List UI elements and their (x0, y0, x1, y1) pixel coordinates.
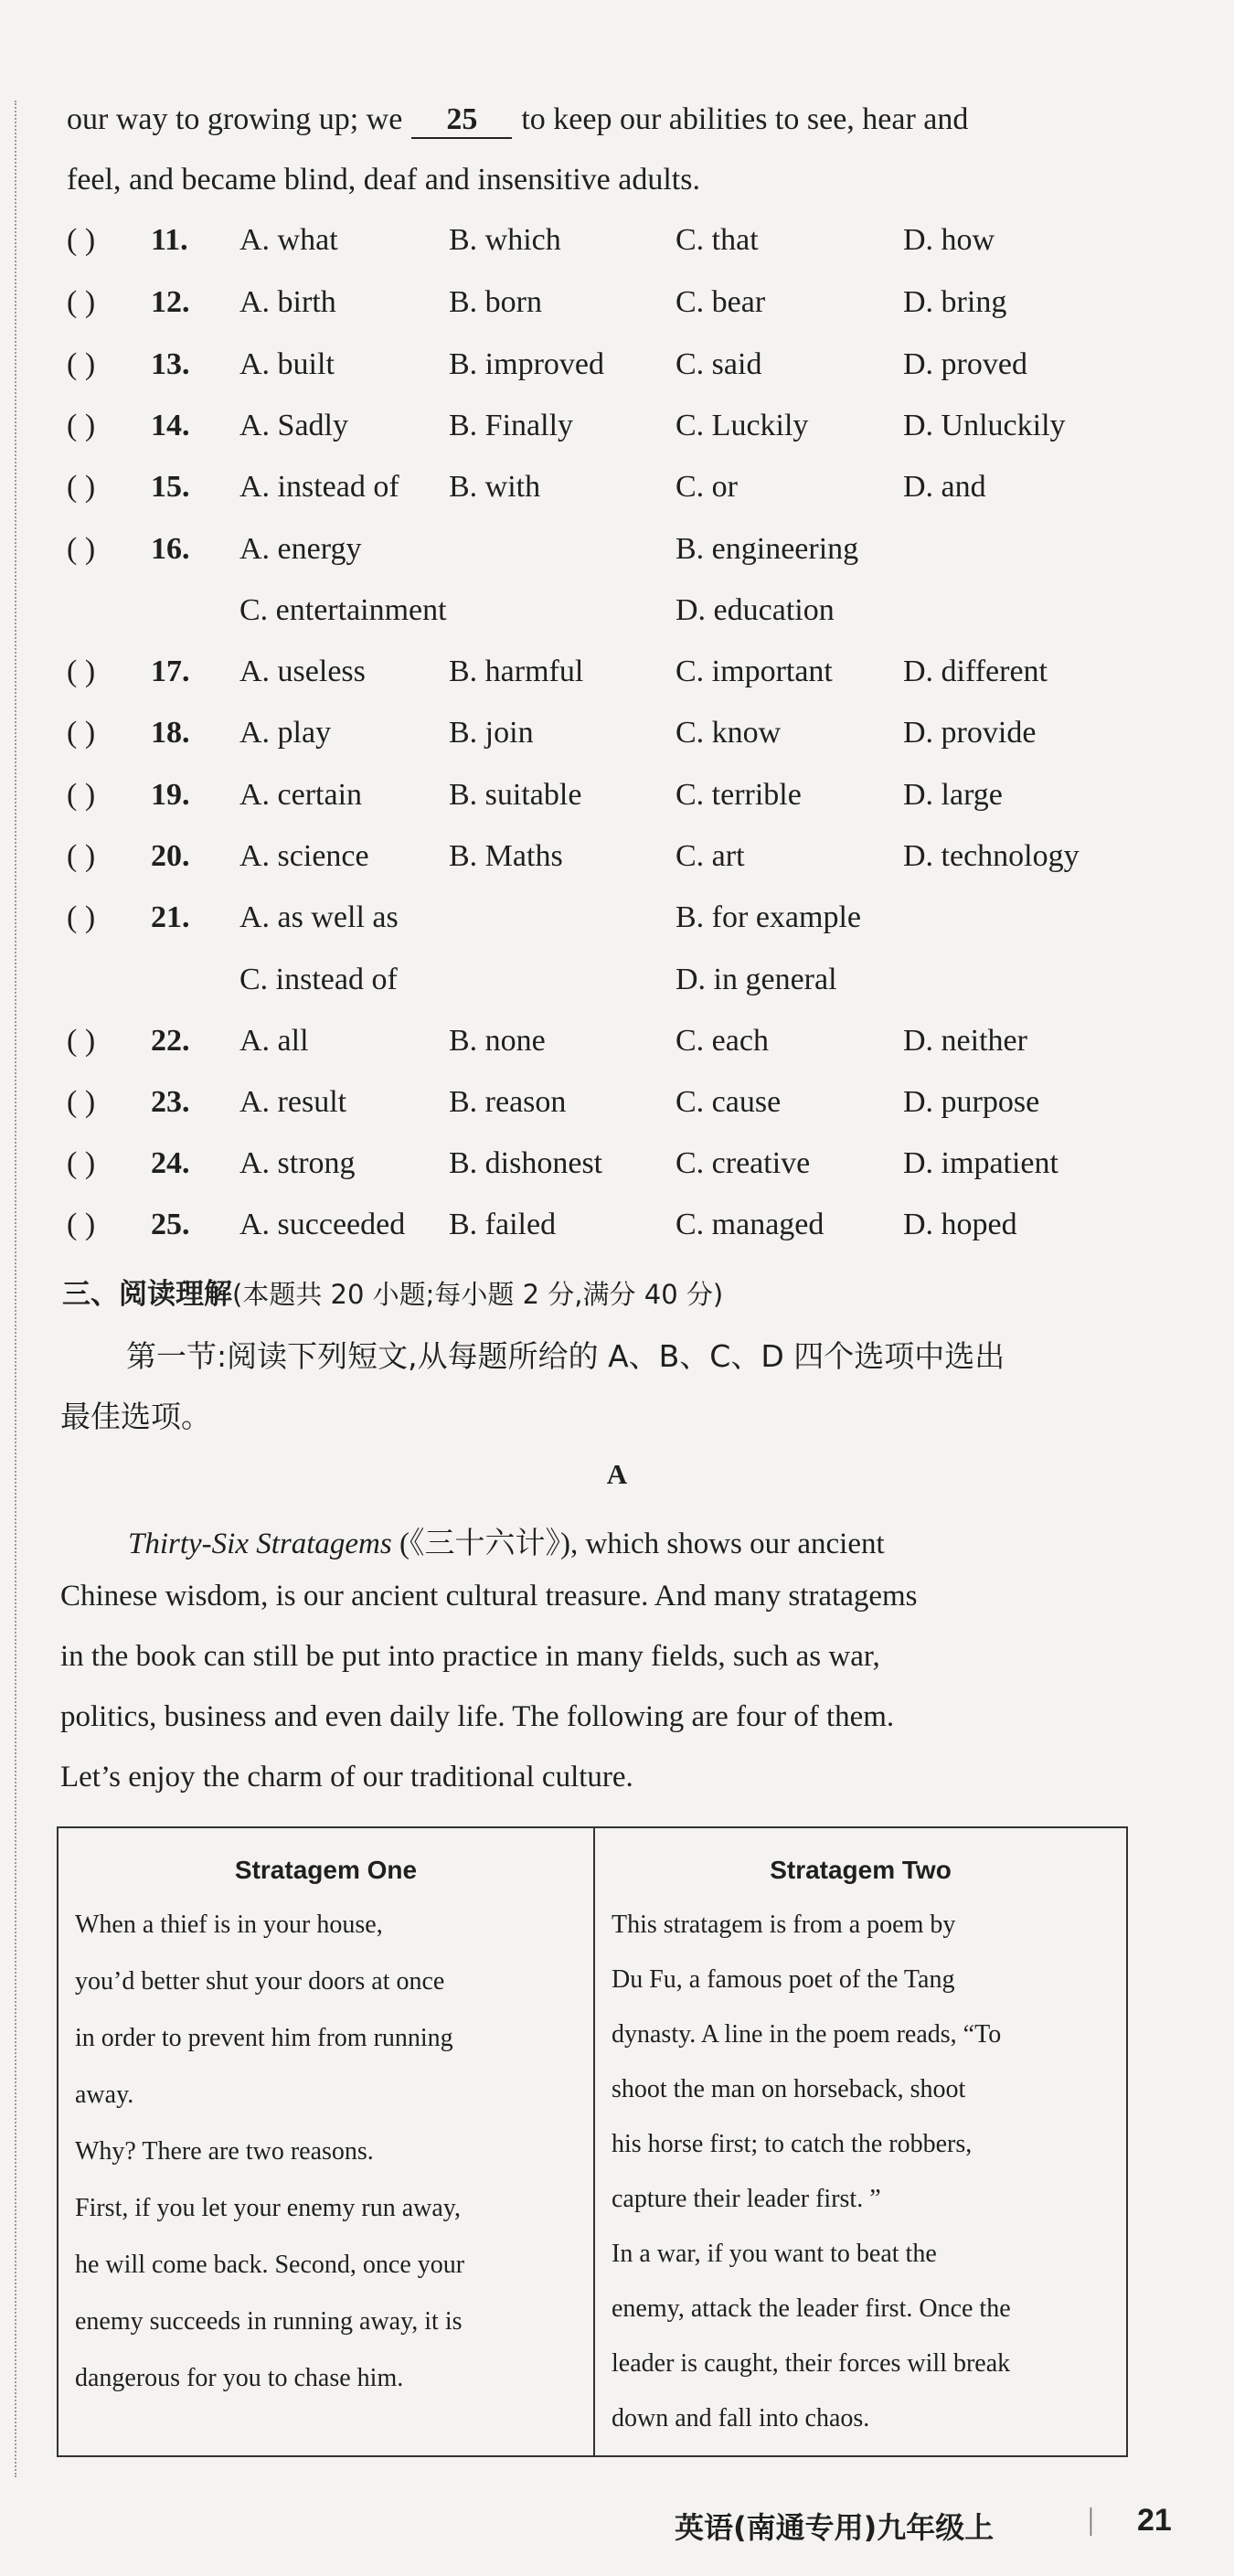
question-number: 23. (151, 1085, 190, 1119)
stratagem-two-cell (595, 1828, 1126, 2455)
option-b[interactable]: B. none (449, 1024, 546, 1058)
option-a[interactable]: A. built (239, 347, 335, 381)
table-line: Why? There are two reasons. (75, 2137, 374, 2166)
question-row-21-continued (0, 963, 1234, 1017)
option-a[interactable]: A. all (239, 1024, 309, 1058)
table-line: Du Fu, a famous poet of the Tang (612, 1965, 955, 1994)
table-line: This stratagem is from a poem by (612, 1911, 956, 1939)
option-b[interactable]: B. Finally (449, 409, 574, 442)
question-row-23 (0, 1085, 1234, 1140)
answer-blank-25[interactable]: 25 (411, 102, 512, 139)
table-line: dynasty. A line in the poem reads, “To (612, 2020, 1002, 2049)
table-line: away. (75, 2081, 134, 2109)
question-row-11 (0, 223, 1234, 278)
question-number: 18. (151, 716, 190, 750)
option-b[interactable]: B. harmful (449, 655, 584, 688)
option-c[interactable]: C. important (676, 655, 833, 688)
option-b[interactable]: B. reason (449, 1085, 567, 1119)
intro-text-after-blank: to keep our abilities to see, hear and (521, 102, 969, 136)
stratagem-one-cell (59, 1828, 595, 2455)
answer-paren[interactable]: ( ) (67, 409, 96, 442)
answer-paren[interactable]: ( ) (67, 223, 96, 257)
question-row-14 (0, 409, 1234, 463)
option-d[interactable]: D. provide (903, 716, 1037, 750)
passage-line-2: Chinese wisdom, is our ancient cultural treasure. And many stratagems (60, 1580, 918, 1613)
option-c[interactable]: C. bear (676, 285, 766, 319)
question-row-15 (0, 470, 1234, 525)
passage-line-4: politics, business and even daily life. The following are four of them. (60, 1700, 895, 1733)
question-row-21 (0, 900, 1234, 955)
option-b[interactable]: B. engineering (676, 532, 859, 566)
question-number: 22. (151, 1024, 190, 1058)
answer-paren[interactable]: ( ) (67, 1208, 96, 1241)
option-d[interactable]: D. technology (903, 839, 1080, 873)
question-row-13 (0, 347, 1234, 402)
option-a[interactable]: A. energy (239, 532, 362, 566)
table-line: enemy succeeds in running away, it is (75, 2307, 463, 2336)
book-title: Thirty-Six Stratagems (128, 1528, 392, 1560)
option-c[interactable]: C. entertainment (239, 593, 447, 627)
table-line: down and fall into chaos. (612, 2404, 870, 2432)
option-a[interactable]: A. play (239, 716, 332, 750)
question-number: 25. (151, 1208, 190, 1241)
passage-letter: A (606, 1458, 628, 1490)
question-row-20 (0, 839, 1234, 894)
option-d[interactable]: D. different (903, 655, 1048, 688)
option-b[interactable]: B. join (449, 716, 534, 750)
passage-line-1-rest: (《三十六计》), which shows our ancient (399, 1528, 885, 1560)
option-d[interactable]: D. large (903, 778, 1003, 812)
option-c[interactable]: C. or (676, 470, 738, 504)
question-number: 15. (151, 470, 190, 504)
question-number: 19. (151, 778, 190, 812)
passage-line-1 (128, 1519, 1207, 1562)
question-number: 11. (151, 223, 188, 257)
table-line: dangerous for you to chase him. (75, 2364, 404, 2392)
intro-line-2: feel, and became blind, deaf and insensitive adults. (67, 163, 700, 197)
option-c[interactable]: C. that (676, 223, 759, 257)
option-a[interactable]: A. Sadly (239, 409, 348, 442)
option-a[interactable]: A. as well as (239, 900, 399, 934)
option-a[interactable]: A. science (239, 839, 369, 873)
question-row-22 (0, 1024, 1234, 1079)
option-c[interactable]: C. art (676, 839, 745, 873)
question-number: 17. (151, 655, 190, 688)
table-line: First, if you let your enemy run away, (75, 2194, 461, 2222)
question-row-16-continued (0, 593, 1234, 648)
option-a[interactable]: A. useless (239, 655, 366, 688)
section-instruction-line-1: 第一节:阅读下列短文,从每题所给的 A、B、C、D 四个选项中选出 (126, 1338, 1005, 1374)
option-c[interactable]: C. said (676, 347, 762, 381)
option-c[interactable]: C. managed (676, 1208, 824, 1241)
option-d[interactable]: D. impatient (903, 1146, 1058, 1180)
option-c[interactable]: C. cause (676, 1085, 782, 1119)
option-d[interactable]: D. education (676, 593, 835, 627)
option-a[interactable]: A. birth (239, 285, 336, 319)
question-row-25 (0, 1208, 1234, 1262)
option-b[interactable]: B. born (449, 285, 542, 319)
option-c[interactable]: C. terrible (676, 778, 802, 812)
option-b[interactable]: B. which (449, 223, 561, 257)
answer-paren[interactable]: ( ) (67, 716, 96, 750)
option-c[interactable]: C. instead of (239, 963, 398, 996)
option-a[interactable]: A. instead of (239, 470, 399, 504)
stratagem-two-heading: Stratagem Two (770, 1856, 952, 1884)
answer-paren[interactable]: ( ) (67, 1024, 96, 1058)
table-line: capture their leader first. ” (612, 2185, 881, 2213)
option-d[interactable]: D. Unluckily (903, 409, 1066, 442)
question-row-18 (0, 716, 1234, 771)
intro-text-before-blank: our way to growing up; we (67, 102, 403, 136)
option-c[interactable]: C. know (676, 716, 782, 750)
option-b[interactable]: B. Maths (449, 839, 563, 873)
intro-line-1 (67, 102, 968, 139)
question-number: 16. (151, 532, 190, 566)
option-b[interactable]: B. for example (676, 900, 861, 934)
section-heading (62, 1271, 723, 1312)
table-line: you’d better shut your doors at once (75, 1967, 445, 1996)
answer-paren[interactable]: ( ) (67, 1085, 96, 1119)
option-b[interactable]: B. with (449, 470, 541, 504)
option-c[interactable]: C. creative (676, 1146, 811, 1180)
table-line: enemy, attack the leader first. Once the (612, 2294, 1011, 2323)
option-d[interactable]: D. how (903, 223, 995, 257)
section-title: 三、阅读理解 (62, 1278, 232, 1311)
table-line: his horse first; to catch the robbers, (612, 2130, 973, 2158)
table-line: in order to prevent him from running (75, 2024, 453, 2052)
question-number: 12. (151, 285, 190, 319)
option-d[interactable]: D. purpose (903, 1085, 1040, 1119)
question-row-17 (0, 655, 1234, 709)
section-note: (本题共 20 小题;每小题 2 分,满分 40 分) (232, 1279, 724, 1310)
option-b[interactable]: B. dishonest (449, 1146, 603, 1180)
question-row-12 (0, 285, 1234, 340)
option-d[interactable]: D. proved (903, 347, 1027, 381)
table-line: he will come back. Second, once your (75, 2251, 465, 2279)
question-number: 14. (151, 409, 190, 442)
option-b[interactable]: B. improved (449, 347, 604, 381)
stratagem-one-heading: Stratagem One (234, 1856, 418, 1884)
table-line: When a thief is in your house, (75, 1911, 383, 1939)
option-a[interactable]: A. succeeded (239, 1208, 406, 1241)
question-number: 13. (151, 347, 190, 381)
stratagem-table (57, 1826, 1128, 2457)
footer-subject: 英语(南通专用)九年级上 (675, 2510, 995, 2545)
answer-paren[interactable]: ( ) (67, 900, 96, 934)
option-a[interactable]: A. certain (239, 778, 363, 812)
option-d[interactable]: D. neither (903, 1024, 1027, 1058)
option-d[interactable]: D. hoped (903, 1208, 1017, 1241)
passage-line-3: in the book can still be put into practice in many fields, such as war, (60, 1640, 880, 1673)
answer-paren[interactable]: ( ) (67, 285, 96, 319)
question-number: 24. (151, 1146, 190, 1180)
option-d[interactable]: D. in general (676, 963, 837, 996)
option-d[interactable]: D. bring (903, 285, 1007, 319)
table-line: In a war, if you want to beat the (612, 2240, 937, 2268)
table-line: shoot the man on horseback, shoot (612, 2075, 966, 2103)
question-row-24 (0, 1146, 1234, 1201)
question-number: 21. (151, 900, 190, 934)
passage-line-5: Let’s enjoy the charm of our traditional culture. (60, 1761, 633, 1794)
question-row-16 (0, 532, 1234, 587)
footer-separator: | (1088, 2503, 1094, 2537)
option-a[interactable]: A. what (239, 223, 338, 257)
table-line: leader is caught, their forces will break (612, 2349, 1011, 2378)
answer-paren[interactable]: ( ) (67, 839, 96, 873)
answer-paren[interactable]: ( ) (67, 1146, 96, 1180)
option-b[interactable]: B. failed (449, 1208, 557, 1241)
option-c[interactable]: C. each (676, 1024, 769, 1058)
answer-paren[interactable]: ( ) (67, 347, 96, 381)
answer-paren[interactable]: ( ) (67, 470, 96, 504)
question-row-19 (0, 778, 1234, 833)
option-d[interactable]: D. and (903, 470, 986, 504)
option-a[interactable]: A. result (239, 1085, 347, 1119)
section-instruction-line-2: 最佳选项。 (60, 1399, 211, 1434)
option-c[interactable]: C. Luckily (676, 409, 809, 442)
answer-paren[interactable]: ( ) (67, 655, 96, 688)
page-number: 21 (1137, 2503, 1172, 2538)
question-number: 20. (151, 839, 190, 873)
option-b[interactable]: B. suitable (449, 778, 582, 812)
option-a[interactable]: A. strong (239, 1146, 356, 1180)
answer-paren[interactable]: ( ) (67, 532, 96, 566)
answer-paren[interactable]: ( ) (67, 778, 96, 812)
